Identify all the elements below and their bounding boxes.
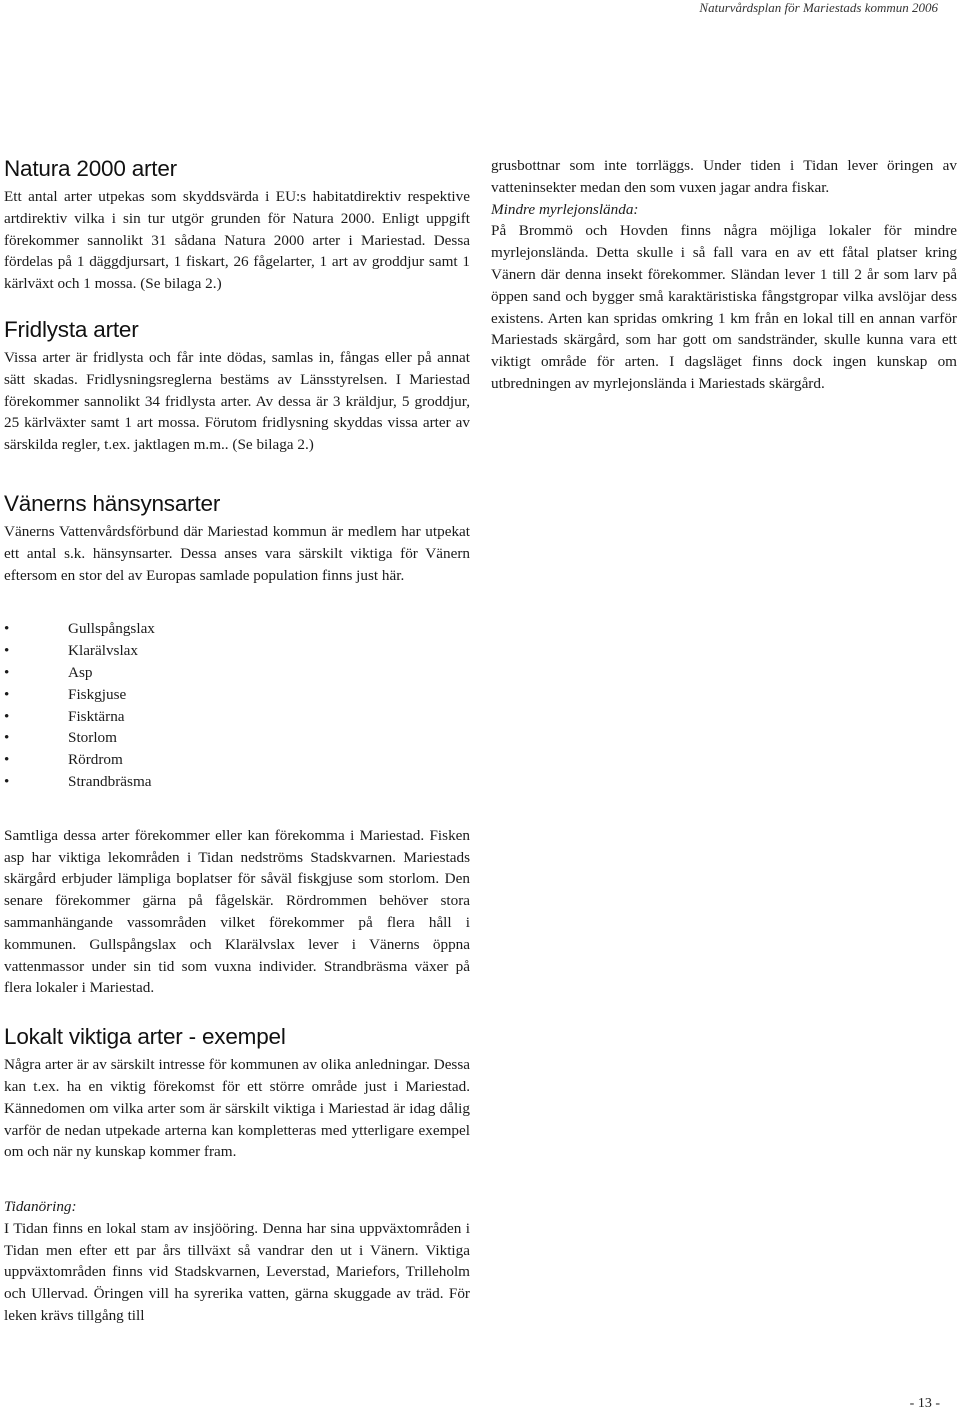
- species-name: Rördrom: [68, 751, 123, 769]
- species-name: Asp: [68, 663, 93, 681]
- species-list-item: [4, 749, 470, 771]
- bullet-icon: •: [4, 642, 10, 660]
- section-fridlysta: [4, 316, 470, 456]
- species-list: [4, 618, 470, 792]
- heading-vanerns-hansynsarter: Vänerns hänsynsarter: [4, 490, 221, 516]
- paragraph-natura-2000: Ett antal arter utpekas som skyddsvärda i EU:s habitatdirektiv respektive artdirektiv vilka i sin tur utgör grunden för Natura 2000. Enligt uppgift förekommer sannolikt 31 sådana Natura 2000 arter i Mariestad. Dessa fördelas på 1 däggdjursart, 1 fiskart, 26 fågelarter, 1 art av groddjur samt 1 kärlväxt och 1 mossa. (Se bilaga 2.): [4, 188, 470, 293]
- species-list-item: [4, 706, 470, 728]
- section-natura-2000: [4, 155, 470, 295]
- species-list-item: [4, 662, 470, 684]
- species-name: Gullspångslax: [68, 620, 155, 638]
- species-name: Klarälvslax: [68, 642, 139, 660]
- bullet-icon: •: [4, 663, 10, 681]
- bullet-icon: •: [4, 685, 10, 703]
- heading-lokalt-viktiga: Lokalt viktiga arter - exempel: [4, 1024, 286, 1050]
- bullet-icon: •: [4, 707, 10, 725]
- species-name: Fisktärna: [68, 707, 125, 725]
- tidanoring-continuation: grusbottnar som inte torrläggs. Under tiden i Tidan lever öringen av vatteninsekter medan den som vuxen jagar andra fiskar.: [491, 157, 957, 196]
- tidanoring-block: [4, 1196, 470, 1327]
- section-lokalt-viktiga: [4, 1023, 470, 1327]
- bullet-icon: •: [4, 772, 10, 790]
- running-head: Naturvårdsplan för Mariestads kommun 2006: [699, 0, 938, 15]
- paragraph-vanern-species: Samtliga dessa arter förekommer eller kan förekomma i Mariestad. Fisken asp har viktiga lekområden i Tidan nedströms Stadskvarnen. Mariestads skärgård erbjuder lämpliga boplatser för såväl fiskgjuse som storlom. Den senare förekommer gärna på fågelskär. Rördrommen behöver stora sammanhängande vassområden vilket förekommer på flera håll i kommunen. Gullspångslax och Klarälvslax lever i Vänerns öppna vattenmassor under sin tid som vuxna individer. Strandbräsma växer på flera lokaler i Mariestad.: [4, 826, 470, 997]
- paragraph-vanern-intro: Vänerns Vattenvårdsförbund där Mariestad kommun är medlem har utpekat ett antal s.k. hänsynsarter. Dessa anses vara särskilt viktiga för Vänern eftersom en stor del av Europas samlade population finns just här.: [4, 522, 470, 584]
- bullet-icon: •: [4, 751, 10, 769]
- myrlejonslanda-label: Mindre myrlejonslända:: [491, 200, 639, 218]
- species-name: Fiskgjuse: [68, 685, 127, 703]
- bullet-icon: •: [4, 620, 10, 638]
- species-list-item: [4, 618, 470, 640]
- species-name: Storlom: [68, 729, 117, 747]
- species-list-item: [4, 640, 470, 662]
- paragraph-fridlysta: Vissa arter är fridlysta och får inte dödas, samlas in, fångas eller på annat sätt skadas. Fridlysningsreglerna bestäms av Länsstyrelsen. I Mariestad förekommer sannolikt 34 fridlysta arter. Av dessa är 3 kräldjur, 5 groddjur, 25 kärlväxter samt 1 art mossa. Förutom fridlysning skyddas vissa arter av särskilda regler, t.ex. jaktlagen m.m.. (Se bilaga 2.): [4, 348, 470, 454]
- heading-fridlysta: Fridlysta arter: [4, 316, 139, 342]
- tidanoring-label: Tidanöring:: [4, 1198, 77, 1216]
- section-vanerns-hansynsarter: [4, 490, 470, 999]
- left-column: [4, 155, 470, 1327]
- species-list-item: [4, 727, 470, 749]
- heading-natura-2000: Natura 2000 arter: [4, 156, 177, 181]
- myrlejonslanda-paragraph: På Brommö och Hovden finns några möjliga lokaler för mindre myrlejonslända. Detta skulle i så fall vara en av ett fåtal platser kring Vänern där denna insekt förekommer. Sländan lever 1 till 2 år som larv på öppen sand och bygger små karaktäristiska fångstgropar vilka avslöjar dess existens. Arten kan spridas omkring 1 km från en lokal till en annan varför Mariestads skärgård, som har gott om sandstränder, skulle kunna vara ett viktigt område för arten. I dagsläget finns dock ingen kunskap om utbredningen av myrlejonslända i Mariestads skärgård.: [491, 222, 957, 392]
- species-list-item: [4, 771, 470, 793]
- bullet-icon: •: [4, 729, 10, 747]
- page-number: - 13 -: [909, 1396, 940, 1411]
- species-list-item: [4, 684, 470, 706]
- tidanoring-paragraph: I Tidan finns en lokal stam av insjööring. Denna har sina uppväxtområden i Tidan men efter ett par års tillväxt så vandrar den ut i Vänern. Viktiga uppväxtområden finns vid Stadskvarnen, Leverstad, Mariefors, Trilleholm och Ullervad. Öringen vill ha syrerika vatten, gärna skuggade av träd. För leken krävs tillgång till: [4, 1219, 470, 1325]
- paragraph-lokalt-viktiga: Några arter är av särskilt intresse för kommunen av olika anledningar. Dessa kan t.ex. ha en viktig förekomst för ett större område just i Mariestad. Kännedomen om vilka arter som är särskilt viktiga i Mariestad är idag dålig varför de nedan utpekade arterna kan kompletteras med ytterligare exempel om och när ny kunskap kommer fram.: [4, 1056, 470, 1161]
- right-column: [491, 155, 957, 395]
- species-name: Strandbräsma: [68, 772, 152, 790]
